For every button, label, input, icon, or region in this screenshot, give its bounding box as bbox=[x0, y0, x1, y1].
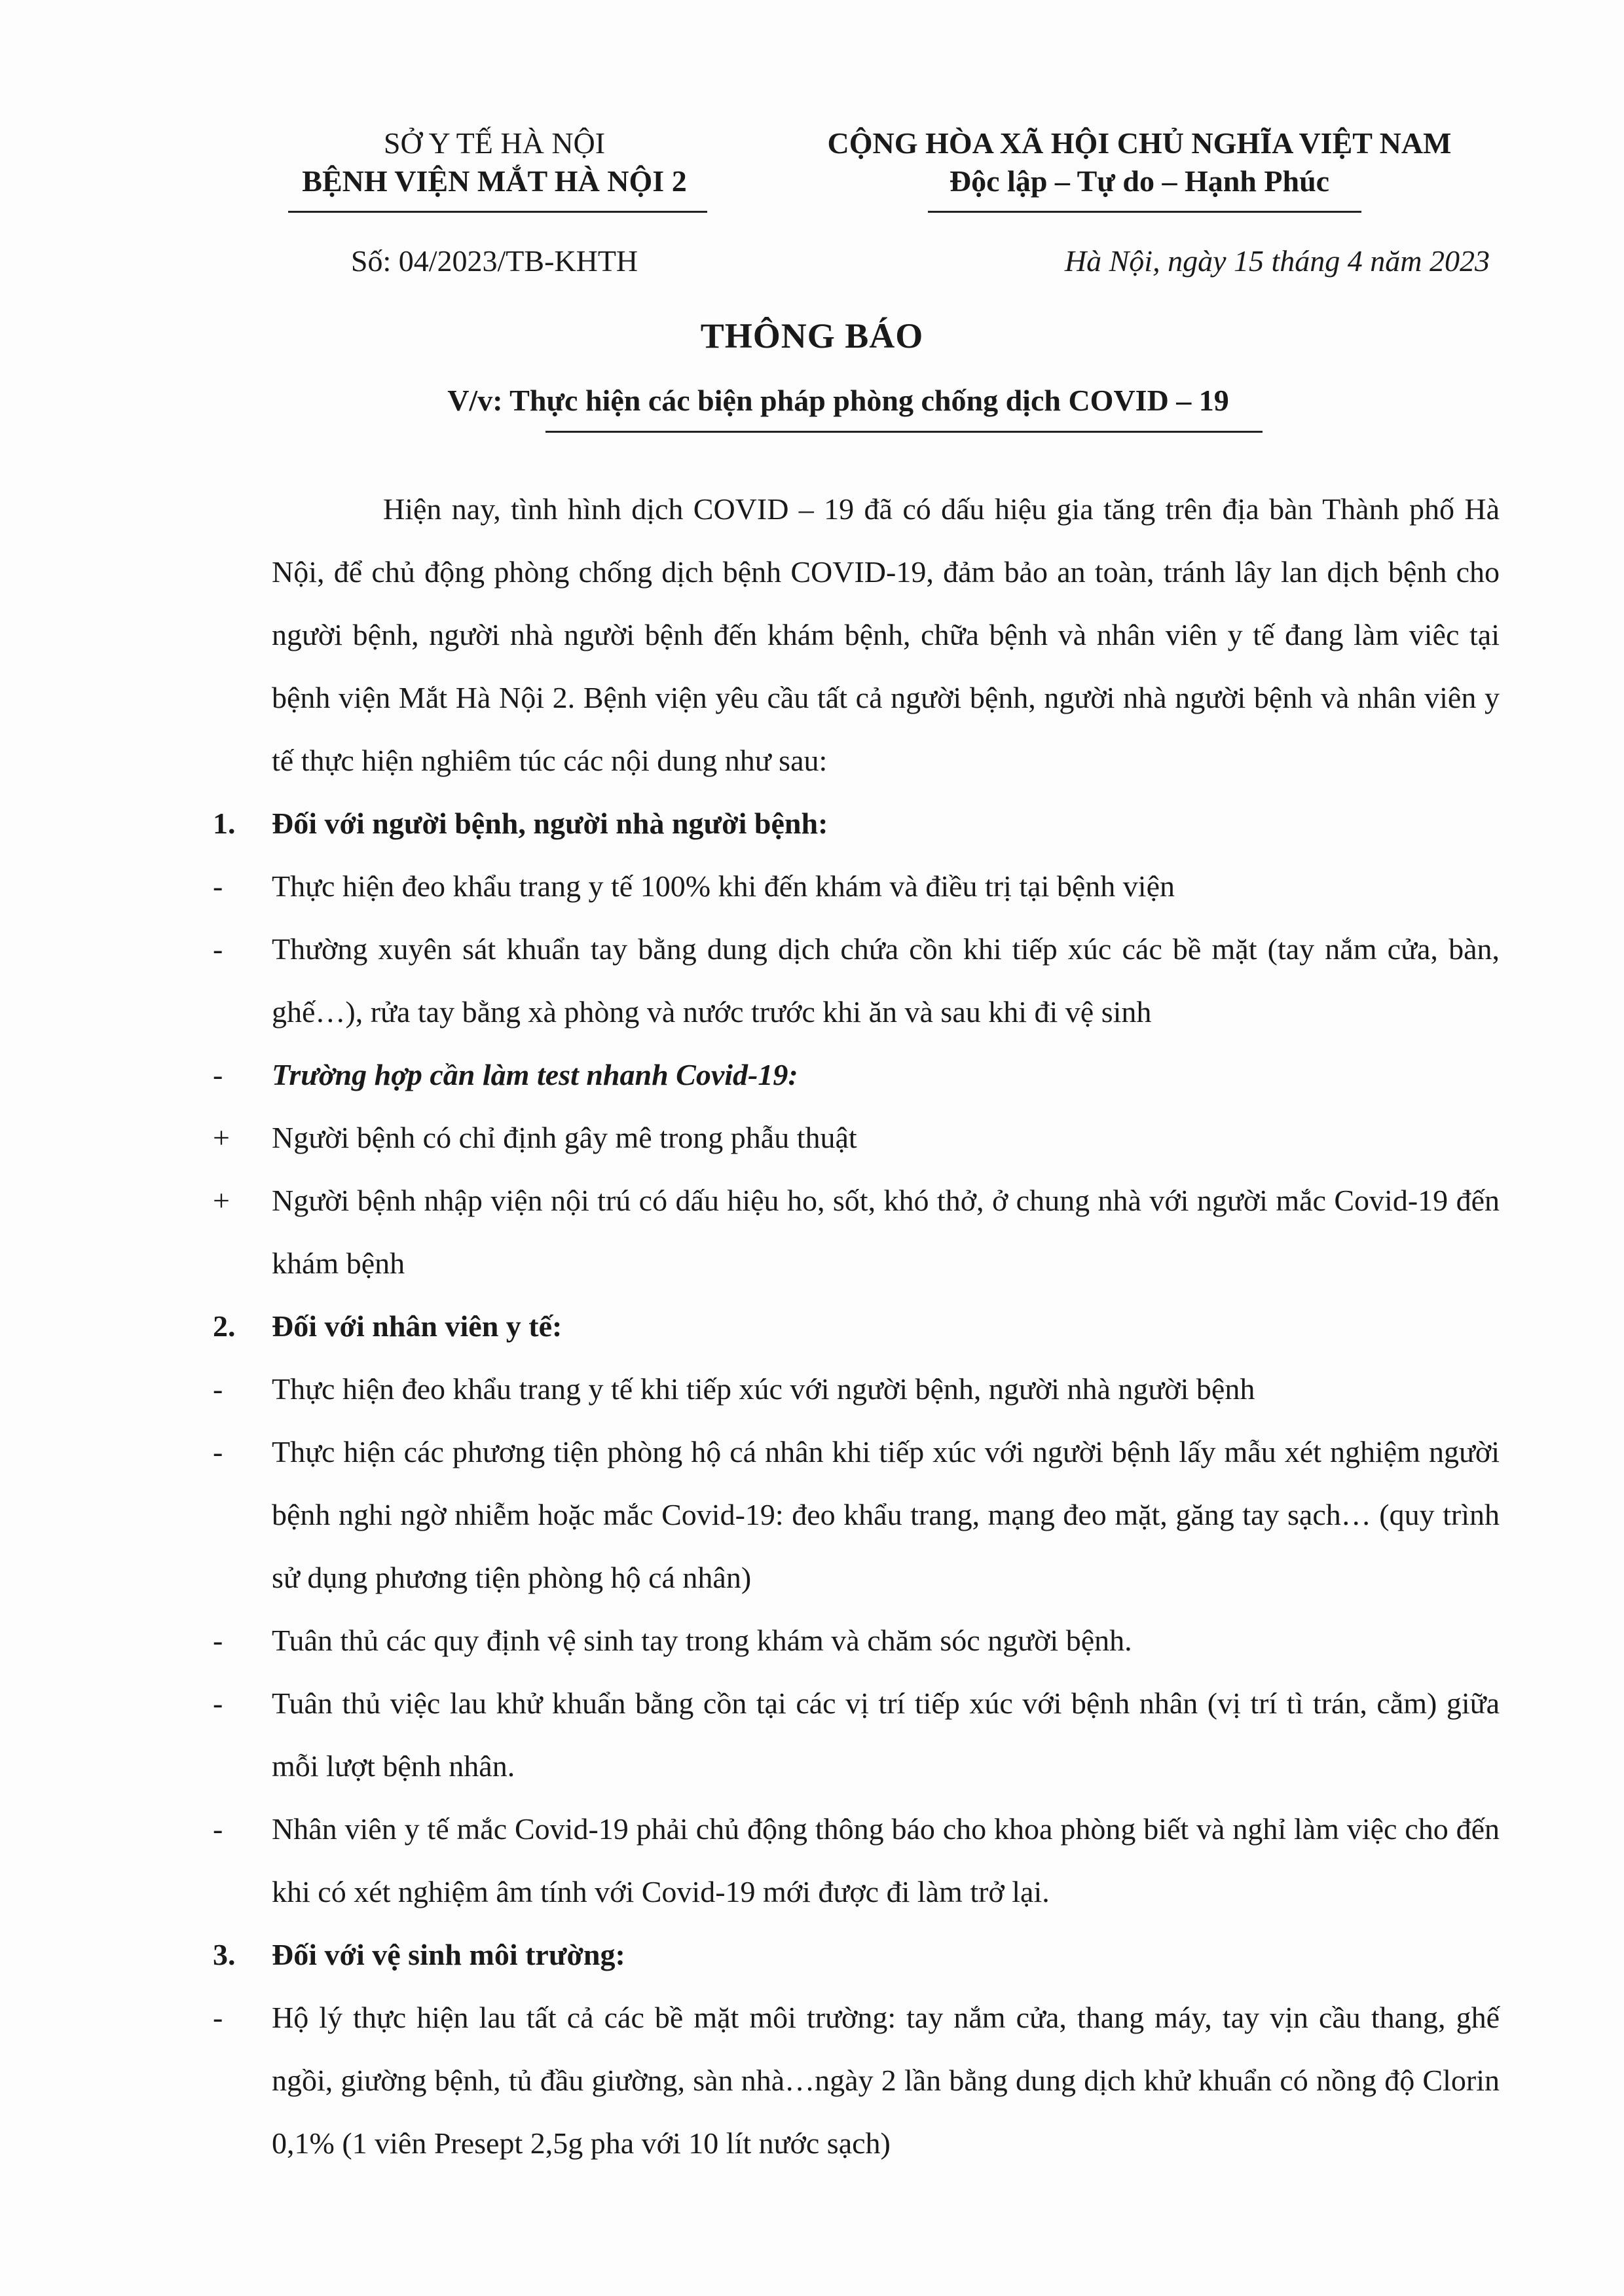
document-title: THÔNG BÁO bbox=[700, 316, 924, 355]
intro-text: Hiện nay, tình hình dịch COVID – 19 đã có dấu hiệu gia tăng trên địa bàn Thành phố Hà Nội, để chủ động phòng chống dịch bệnh COVID-19, đảm bảo an toàn, tránh lây lan dịch bệnh cho người bệnh, người nhà người bệnh đến khám bệnh, chữa bệnh và nhân viên y tế đang làm viêc tại bệnh viện Mắt Hà Nội 2. Bệnh viện yêu cầu tất cả người bệnh, người nhà người bệnh và nhân viên y tế thực hiện nghiêm túc các nội dung như sau: bbox=[272, 492, 1500, 777]
list-item-text: Trường hợp cần làm test nhanh Covid-19: bbox=[272, 1058, 798, 1091]
section-heading bbox=[213, 1295, 1500, 1358]
list-item bbox=[213, 1169, 1500, 1295]
list-item bbox=[213, 918, 1500, 1044]
dash-bullet-icon: - bbox=[213, 932, 223, 966]
country-name: CỘNG HÒA XÃ HỘI CHỦ NGHĨA VIỆT NAM bbox=[827, 126, 1452, 160]
section-heading-text: Đối với nhân viên y tế: bbox=[272, 1309, 563, 1343]
list-item bbox=[213, 1609, 1500, 1672]
dash-bullet-icon: - bbox=[213, 1686, 223, 1720]
dash-bullet-icon: - bbox=[213, 1372, 223, 1406]
list-item-text: Thực hiện đeo khẩu trang y tế 100% khi đến khám và điều trị tại bệnh viện bbox=[272, 869, 1175, 903]
list-item-text: Tuân thủ các quy định vệ sinh tay trong khám và chăm sóc người bệnh. bbox=[272, 1624, 1132, 1657]
plus-bullet-icon: + bbox=[213, 1121, 230, 1154]
motto-underline bbox=[928, 211, 1361, 213]
list-item bbox=[213, 1358, 1500, 1421]
list-item-text: Tuân thủ việc lau khử khuẩn bằng cồn tại các vị trí tiếp xúc với bệnh nhân (vị trí tì trán, cằm) giữa mỗi lượt bệnh nhân. bbox=[272, 1686, 1500, 1783]
dash-bullet-icon: - bbox=[213, 1624, 223, 1657]
subject-underline bbox=[545, 431, 1263, 433]
list-item-text: Hộ lý thực hiện lau tất cả các bề mặt môi trường: tay nắm cửa, thang máy, tay vịn cầu thang, ghế ngồi, giường bệnh, tủ đầu giường, sàn nhà…ngày 2 lần bằng dung dịch khử khuẩn có nồng độ Clorin 0,1% (1 viên Presept 2,5g pha với 10 lít nước sạch) bbox=[272, 2001, 1500, 2160]
document-subject: V/v: Thực hiện các biện pháp phòng chống dịch COVID – 19 bbox=[447, 384, 1229, 417]
list-item bbox=[213, 1044, 1500, 1106]
issuing-hospital: BỆNH VIỆN MẮT HÀ NỘI 2 bbox=[302, 164, 687, 198]
document-number: Số: 04/2023/TB-KHTH bbox=[350, 244, 638, 278]
section-heading bbox=[213, 1923, 1500, 1986]
list-item bbox=[213, 1798, 1500, 1923]
issuer-block bbox=[259, 124, 730, 200]
list-item-text: Thực hiện đeo khẩu trang y tế khi tiếp xúc với người bệnh, người nhà người bệnh bbox=[272, 1372, 1255, 1406]
section-number: 2. bbox=[213, 1309, 236, 1343]
national-motto-block bbox=[769, 124, 1509, 200]
list-item-text: Người bệnh nhập viện nội trú có dấu hiệu ho, sốt, khó thở, ở chung nhà với người mắc Covid-19 đến khám bệnh bbox=[272, 1184, 1500, 1280]
national-motto: Độc lập – Tự do – Hạnh Phúc bbox=[949, 164, 1330, 198]
list-item bbox=[213, 1421, 1500, 1609]
dash-bullet-icon: - bbox=[213, 1812, 223, 1846]
issuer-underline bbox=[288, 211, 707, 213]
list-item-text: Nhân viên y tế mắc Covid-19 phải chủ động thông báo cho khoa phòng biết và nghỉ làm việc cho đến khi có xét nghiệm âm tính với Covid-19 mới được đi làm trở lại. bbox=[272, 1812, 1500, 1908]
list-item bbox=[213, 1986, 1500, 2175]
section-heading-text: Đối với người bệnh, người nhà người bệnh: bbox=[272, 807, 828, 840]
list-item bbox=[213, 855, 1500, 918]
parent-agency: SỞ Y TẾ HÀ NỘI bbox=[383, 126, 606, 160]
dash-bullet-icon: - bbox=[213, 1058, 223, 1091]
plus-bullet-icon: + bbox=[213, 1184, 230, 1217]
list-item-text: Thực hiện các phương tiện phòng hộ cá nhân khi tiếp xúc với người bệnh lấy mẫu xét nghiệm người bệnh nghi ngờ nhiễm hoặc mắc Covid-19: đeo khẩu trang, mạng đeo mặt, găng tay sạch… (quy trình sử dụng phương tiện phòng hộ cá nhân) bbox=[272, 1435, 1500, 1594]
intro-paragraph bbox=[272, 478, 1500, 792]
document-body bbox=[213, 478, 1500, 2175]
list-item bbox=[213, 1672, 1500, 1798]
section-heading-text: Đối với vệ sinh môi trường: bbox=[272, 1938, 625, 1971]
list-item bbox=[213, 1106, 1500, 1169]
section-number: 1. bbox=[213, 807, 236, 840]
dash-bullet-icon: - bbox=[213, 1435, 223, 1468]
dash-bullet-icon: - bbox=[213, 869, 223, 903]
list-item-text: Người bệnh có chỉ định gây mê trong phẫu thuật bbox=[272, 1121, 857, 1154]
section-number: 3. bbox=[213, 1938, 236, 1971]
section-heading bbox=[213, 792, 1500, 855]
dash-bullet-icon: - bbox=[213, 2001, 223, 2034]
list-item-text: Thường xuyên sát khuẩn tay bằng dung dịch chứa cồn khi tiếp xúc các bề mặt (tay nắm cửa, bàn, ghế…), rửa tay bằng xà phòng và nước trước khi ăn và sau khi đi vệ sinh bbox=[272, 932, 1500, 1029]
sections bbox=[213, 792, 1500, 2175]
document-date: Hà Nội, ngày 15 tháng 4 năm 2023 bbox=[1064, 244, 1490, 278]
